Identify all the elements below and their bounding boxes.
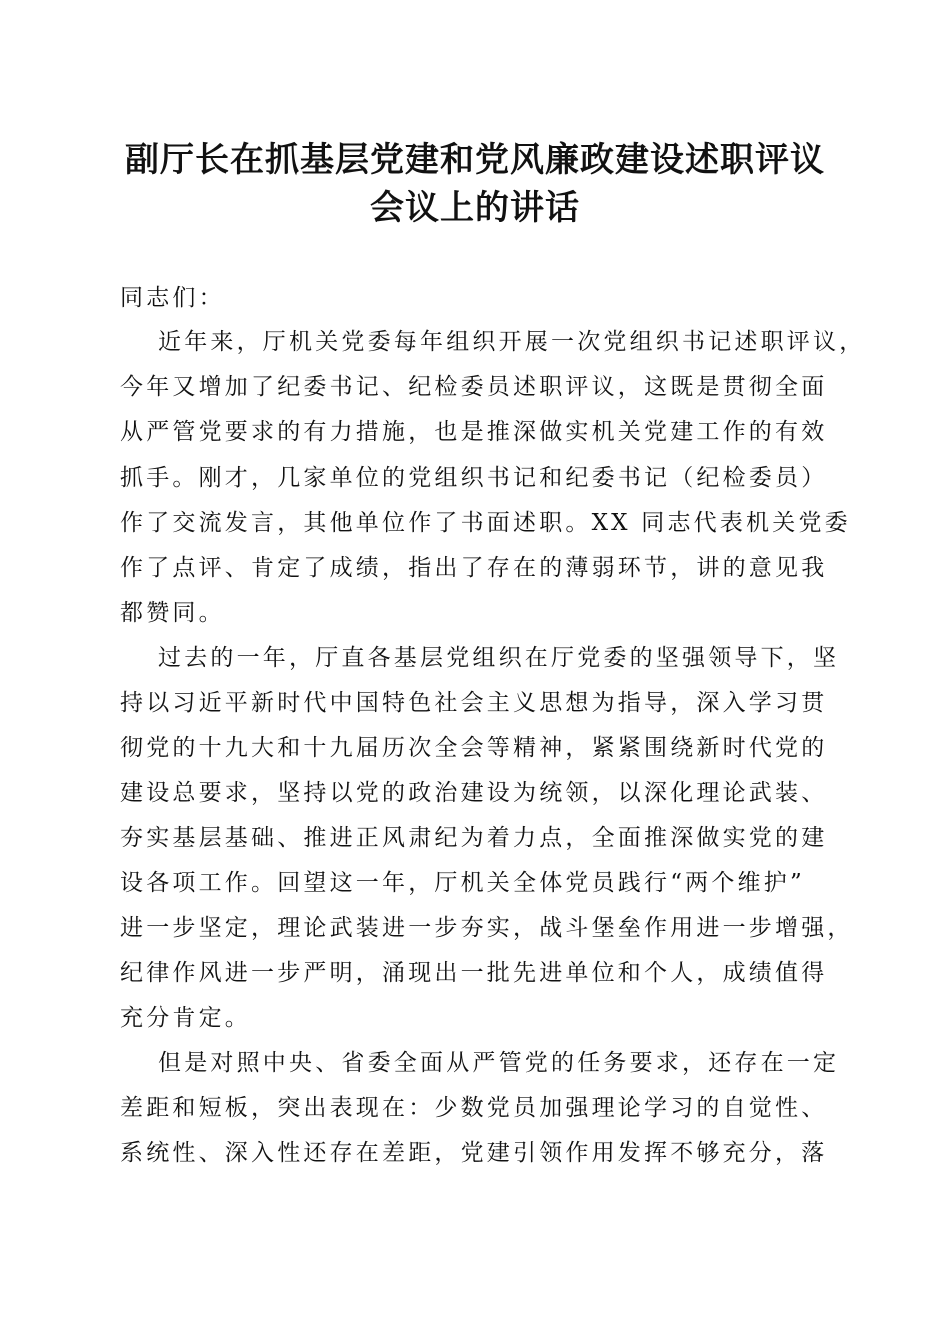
body-line: 作了点评、肯定了成绩，指出了存在的薄弱环节，讲的意见我 (120, 555, 828, 581)
body-line: 系统性、深入性还存在差距，党建引领作用发挥不够充分，落 (120, 1140, 828, 1166)
body-line: 夯实基层基础、推进正风肃纪为着力点，全面推深做实党的建 (120, 825, 828, 851)
body-line: 过去的一年，厅直各基层党组织在厅党委的坚强领导下，坚 (158, 645, 840, 671)
body-line: 设各项工作。回望这一年，厅机关全体党员践行“两个维护” (120, 870, 805, 896)
body-line: 作了交流发言，其他单位作了书面述职。XX 同志代表机关党委 (120, 510, 851, 536)
body-line: 近年来，厅机关党委每年组织开展一次党组织书记述职评议， (158, 329, 866, 355)
document-title-line-1: 副厅长在抓基层党建和党风廉政建设述职评议 (125, 140, 825, 180)
body-line: 纪律作风进一步严明，涌现出一批先进单位和个人，成绩值得 (120, 960, 828, 986)
body-line: 进一步坚定，理论武装进一步夯实，战斗堡垒作用进一步增强， (120, 915, 854, 941)
body-line: 充分肯定。 (120, 1005, 251, 1031)
body-line: 从严管党要求的有力措施，也是推深做实机关党建工作的有效 (120, 419, 828, 445)
body-line: 今年又增加了纪委书记、纪检委员述职评议，这既是贯彻全面 (120, 374, 828, 400)
document-title-line-2: 会议上的讲话 (370, 188, 580, 228)
body-line: 彻党的十九大和十九届历次全会等精神，紧紧围绕新时代党的 (120, 735, 828, 761)
salutation: 同志们： (120, 285, 225, 311)
body-line: 但是对照中央、省委全面从严管党的任务要求，还存在一定 (158, 1050, 840, 1076)
body-line: 抓手。刚才，几家单位的党组织书记和纪委书记（纪检委员） (120, 465, 828, 491)
body-line: 差距和短板，突出表现在：少数党员加强理论学习的自觉性、 (120, 1095, 828, 1121)
body-line: 都赞同。 (120, 600, 225, 626)
body-line: 持以习近平新时代中国特色社会主义思想为指导，深入学习贯 (120, 690, 828, 716)
body-line: 建设总要求，坚持以党的政治建设为统领，以深化理论武装、 (120, 780, 828, 806)
